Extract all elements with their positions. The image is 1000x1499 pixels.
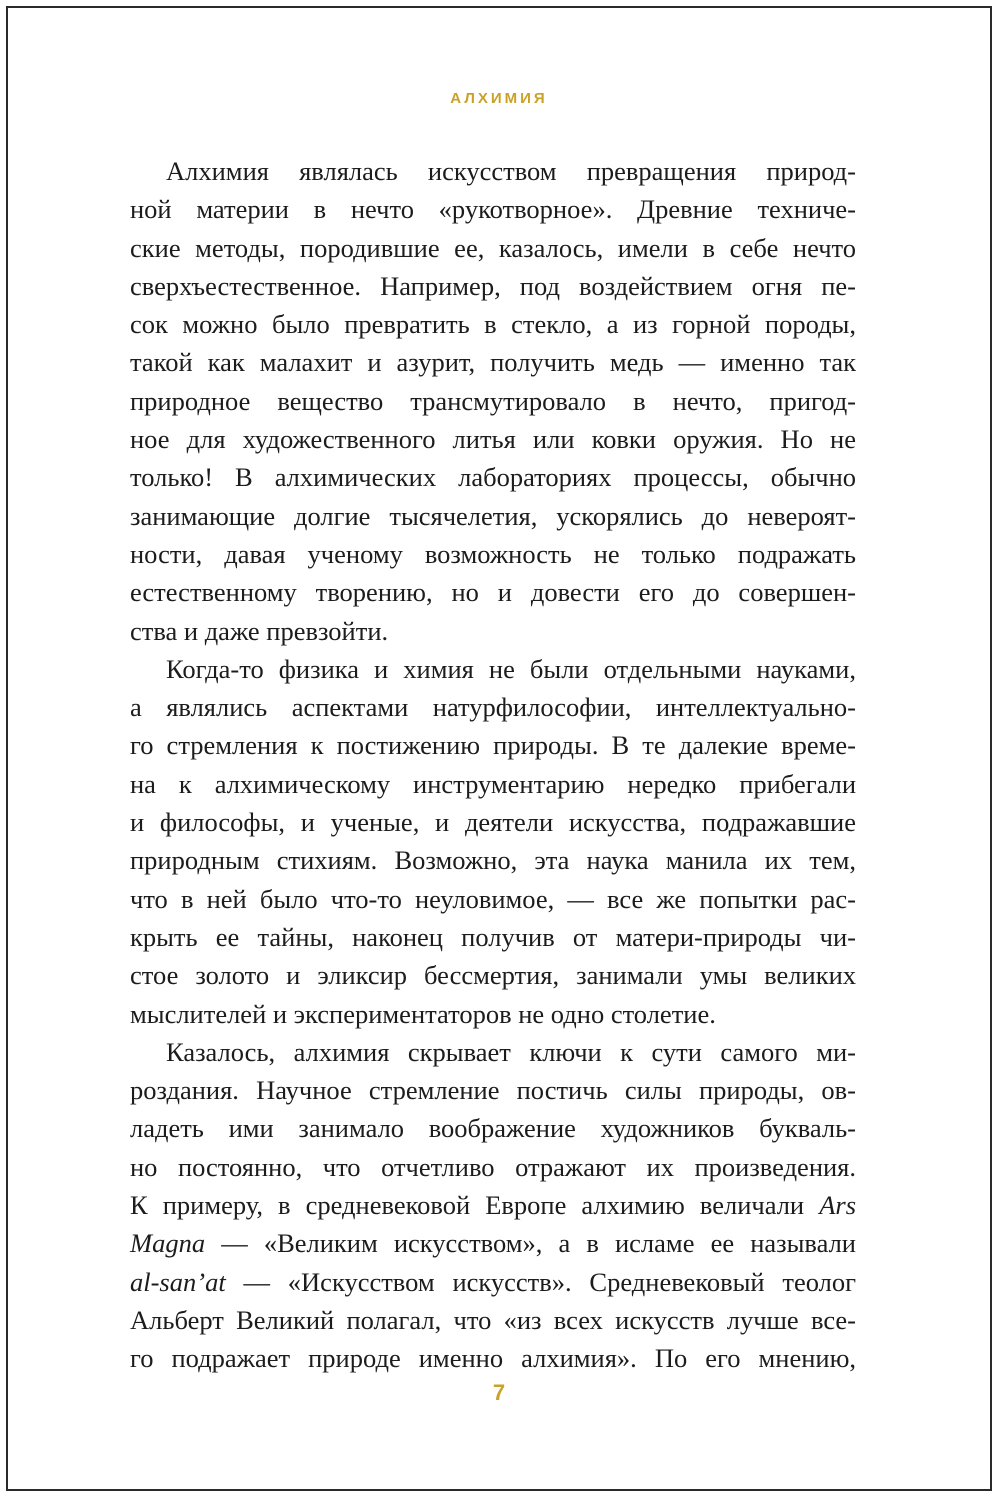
text-line: ские методы, породившие ее, казалось, имели в себе нечто bbox=[130, 232, 856, 263]
text-fragment: К примеру, в средневековой Европе алхимию величали bbox=[130, 1190, 805, 1221]
arabic-term: al-san’at bbox=[130, 1266, 226, 1297]
text-line: природное вещество трансмутировало в нечто, пригод- bbox=[130, 385, 856, 416]
paragraph-3 bbox=[130, 1033, 856, 1378]
text-line bbox=[130, 1263, 856, 1301]
text-line: ной материи в нечто «рукотворное». Древние техниче- bbox=[130, 194, 856, 225]
text-line: ства и даже превзойти. bbox=[130, 615, 389, 646]
text-fragment: — «Искусством искусств». Средневековый теолог bbox=[225, 1266, 856, 1297]
text-line: роздания. Научное стремление постичь силы природы, ов- bbox=[130, 1075, 856, 1106]
text-line: что в ней было что-то неуловимое, — все же попытки рас- bbox=[130, 883, 856, 914]
text-line: сверхъестественное. Например, под воздействием огня пе- bbox=[130, 270, 856, 301]
text-line bbox=[130, 1224, 856, 1262]
text-line: только! В алхимических лабораториях процессы, обычно bbox=[130, 462, 856, 493]
text-line: ное для художественного литья или ковки оружия. Но не bbox=[130, 424, 856, 455]
latin-term: Ars bbox=[819, 1190, 857, 1221]
page-number: 7 bbox=[492, 1380, 506, 1405]
text-line: Алхимия являлась искусством превращения природ- bbox=[166, 156, 856, 186]
latin-term: Magna bbox=[130, 1228, 206, 1259]
text-line: на к алхимическому инструментарию нередко прибегали bbox=[130, 768, 856, 799]
text-line: а являлись аспектами натурфилософии, интеллектуально- bbox=[130, 692, 856, 723]
text-line: крыть ее тайны, наконец получив от матери-природы чи- bbox=[130, 921, 856, 952]
paragraph-2 bbox=[130, 650, 856, 1033]
text-line: сок можно было превратить в стекло, а из горной породы, bbox=[130, 309, 856, 340]
text-line: го подражает природе именно алхимия». По его мнению, bbox=[130, 1343, 856, 1374]
text-line: Когда-то физика и химия не были отдельными науками, bbox=[166, 653, 856, 684]
text-line bbox=[130, 1186, 856, 1224]
text-line: ладеть ими занимало воображение художников букваль- bbox=[130, 1113, 856, 1144]
text-line: Казалось, алхимия скрывает ключи к сути самого ми- bbox=[166, 1036, 856, 1067]
body-text bbox=[130, 152, 856, 1378]
text-fragment: — «Великим искусством», а в исламе ее называли bbox=[205, 1228, 856, 1259]
text-line: такой как малахит и азурит, получить медь — именно так bbox=[130, 347, 856, 378]
paragraph-1 bbox=[130, 152, 856, 650]
text-line: и философы, и ученые, и деятели искусства, подражавшие bbox=[130, 807, 856, 838]
text-line: стое золото и эликсир бессмертия, занимали умы великих bbox=[130, 960, 856, 991]
text-line: природным стихиям. Возможно, эта наука манила их тем, bbox=[130, 845, 856, 876]
text-line: ности, давая ученому возможность не только подражать bbox=[130, 538, 856, 569]
text-line: мыслителей и экспериментаторов не одно столетие. bbox=[130, 998, 716, 1029]
text-line: Альберт Великий полагал, что «из всех искусств лучше все- bbox=[130, 1304, 856, 1335]
page-frame bbox=[6, 6, 992, 1491]
text-line: естественному творению, но и довести его до совершен- bbox=[130, 577, 856, 608]
text-line: занимающие долгие тысячелетия, ускорялись до невероят- bbox=[130, 500, 856, 531]
text-line: го стремления к постижению природы. В те далекие време- bbox=[130, 730, 856, 761]
running-title: АЛХИМИЯ bbox=[450, 90, 548, 107]
text-line: но постоянно, что отчетливо отражают их произведения. bbox=[130, 1151, 856, 1182]
